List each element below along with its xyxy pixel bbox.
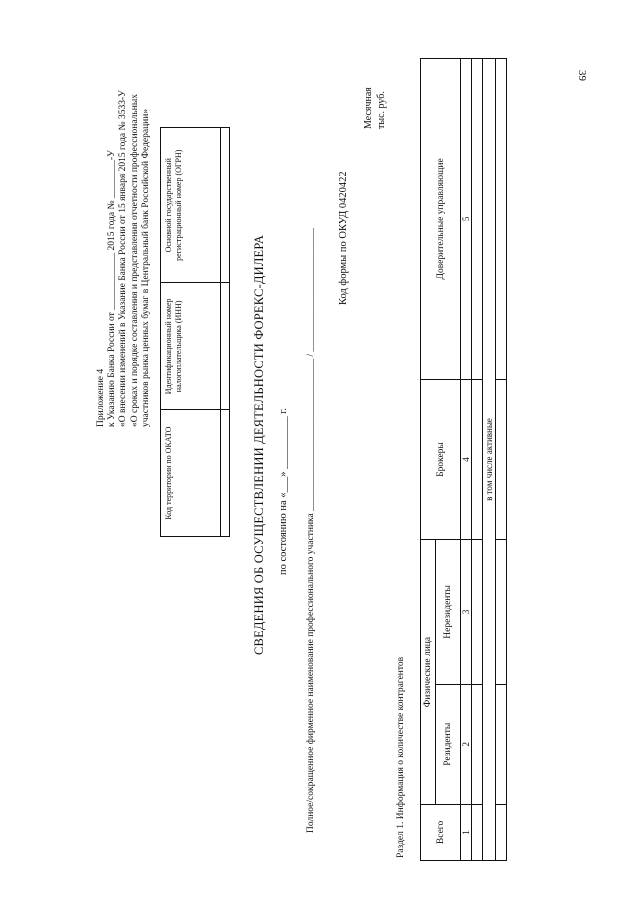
ogrn-cell [221, 128, 230, 283]
codes-table [160, 127, 230, 537]
section-title: Раздел 1. Информация о количестве контрагентов [396, 656, 406, 858]
total-cell [472, 804, 483, 860]
residents-header: Резиденты [436, 684, 461, 804]
okato-cell [221, 410, 230, 537]
nonresidents-header: Нерезиденты [436, 540, 461, 684]
as-of-date: по состоянию на «___» __________ г. [278, 407, 289, 575]
appendix-line-2: к Указанию Банка России от ____________ 2015 года № ________-У [107, 150, 118, 427]
trustees-header: Доверительные управляющие [421, 59, 461, 380]
col-number-5: 5 [461, 59, 472, 380]
ogrn-header: Основной государственный регистрационный номер (ОГРН) [161, 128, 221, 283]
col-number-2: 2 [461, 684, 472, 804]
active-trustees-cell [496, 59, 507, 380]
individuals-header: Физические лица [421, 540, 436, 805]
inn-cell [221, 283, 230, 410]
brokers-header: Брокеры [421, 379, 461, 539]
page-number: 39 [576, 70, 588, 81]
brokers-cell [472, 379, 483, 539]
okato-header: Код территории по ОКАТО [161, 410, 221, 537]
org-name-label: Полное/сокращенное фирменное наименование профессионального участника ________________________________ / __________________________ [306, 228, 316, 833]
period-label: Месячная [363, 87, 374, 129]
trustees-cell [472, 59, 483, 380]
active-nonresidents-cell [496, 540, 507, 684]
col-number-4: 4 [461, 379, 472, 539]
units-label: тыс. руб. [376, 91, 387, 129]
document-title: СВЕДЕНИЯ ОБ ОСУЩЕСТВЛЕНИИ ДЕЯТЕЛЬНОСТИ ФОРЕКС-ДИЛЕРА [252, 234, 266, 655]
appendix-line-5: участников рынка ценных бумаг в Центральный банк Российской Федерации» [140, 108, 151, 427]
residents-cell [472, 684, 483, 804]
col-number-1: 1 [461, 804, 472, 860]
nonresidents-cell [472, 540, 483, 684]
active-residents-cell [496, 684, 507, 804]
appendix-line-3: «О внесении изменений в Указание Банка России от 15 января 2015 года № 3533-У [118, 90, 129, 427]
counterparties-table [420, 58, 507, 861]
appendix-line-1: Приложение 4 [96, 368, 106, 427]
including-active-row: в том числе активные [483, 59, 496, 861]
total-header: Всего [421, 804, 461, 860]
appendix-line-4: «О сроках и порядке составления и представления отчетности профессиональных [129, 94, 140, 427]
active-brokers-cell [496, 379, 507, 539]
active-total-cell [496, 804, 507, 860]
appendix-header [96, 90, 152, 427]
okud-code: Код формы по ОКУД 0420422 [338, 171, 349, 305]
period-block [362, 87, 388, 129]
inn-header: Идентификационный номер налогоплательщика (ИНН) [161, 283, 221, 410]
col-number-3: 3 [461, 540, 472, 684]
